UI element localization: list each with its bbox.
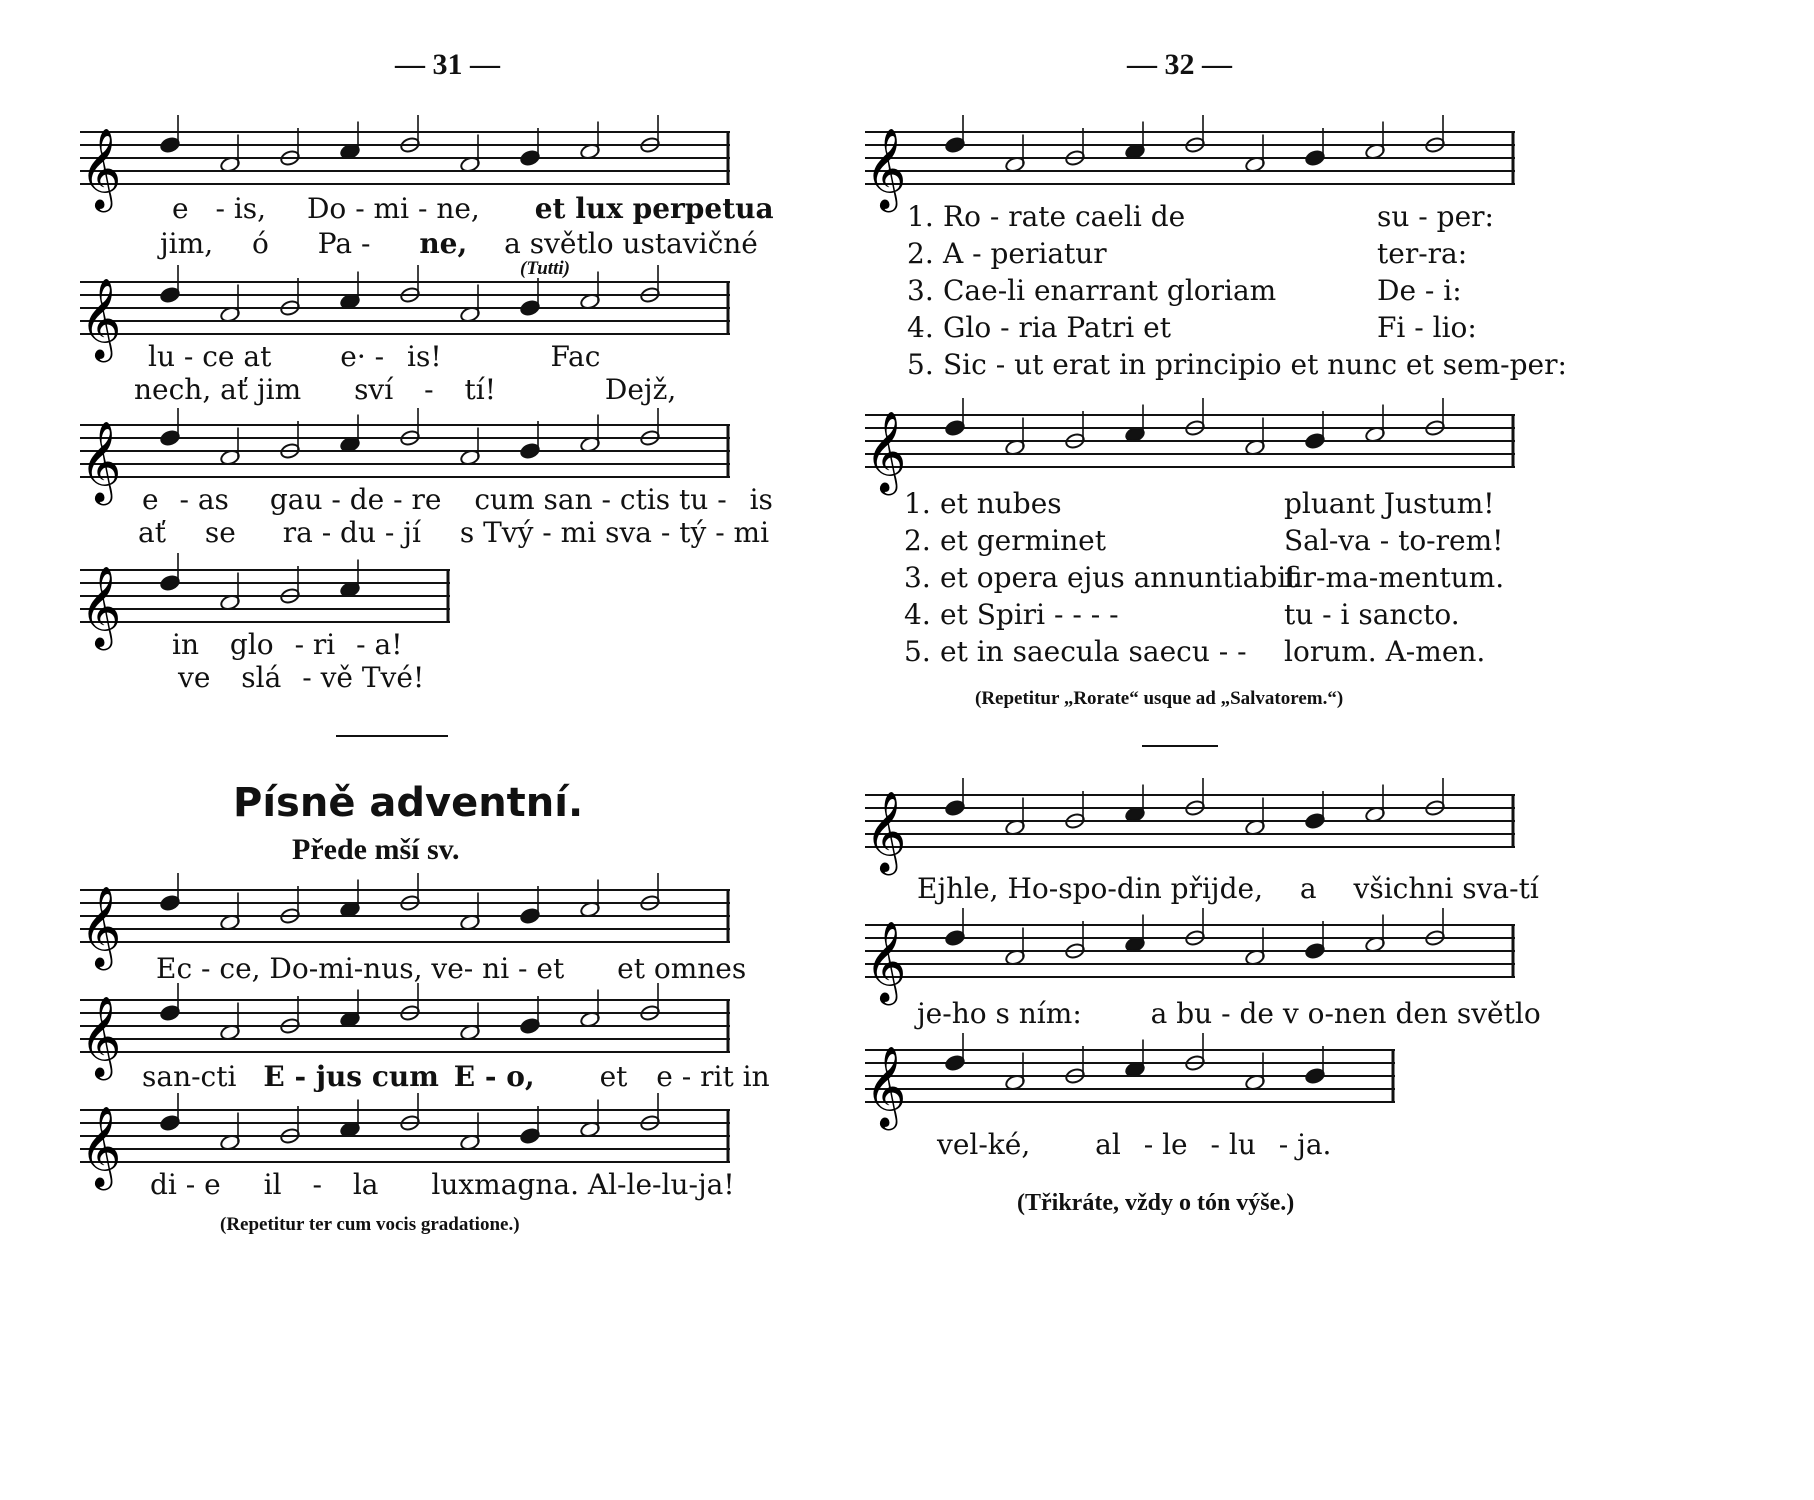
verse-number: 3. — [904, 561, 931, 594]
verse-text: A - periatur — [943, 237, 1107, 270]
verse-text: et opera ejus annuntiabit — [940, 561, 1298, 594]
lyric-line: je-ho s ním: a bu - de v o-nen den světlo — [917, 997, 1541, 1030]
verse-end: Sal-va - to-rem! — [1284, 524, 1504, 557]
music-staff — [845, 1030, 1405, 1130]
verse-end: tu - i sancto. — [1284, 598, 1460, 631]
verse-number: 2. — [907, 237, 934, 270]
lyric-line: jim, ó Pa - ne, a světlo ustavičné — [160, 227, 758, 260]
divider — [1142, 745, 1218, 747]
verse-row — [904, 598, 1784, 632]
verse-row — [904, 524, 1784, 558]
lyric-line: Ejhle, Ho-spo-din přijde, a všichni sva-tí — [917, 872, 1539, 905]
verse-row — [907, 200, 1787, 234]
tutti-label: (Tutti) — [520, 258, 570, 279]
lyric-line: di - e il - la luxmagna. Al-le-lu-ja! — [150, 1168, 735, 1201]
treble-clef-icon: 𝄞 — [80, 420, 122, 502]
verse-number: 4. — [904, 598, 931, 631]
music-staff — [845, 112, 1525, 212]
treble-clef-icon: 𝄞 — [80, 127, 122, 209]
closing-note: (Třikráte, vždy o tón výše.) — [1017, 1190, 1295, 1216]
verse-number: 2. — [904, 524, 931, 557]
lyric-line: lu - ce at e· - is! Fac — [148, 340, 601, 373]
treble-clef-icon: 𝄞 — [865, 127, 907, 209]
lyric-line: e - is, Do - mi - ne, et lux perpetua — [172, 192, 774, 225]
verse-number: 5. — [904, 635, 931, 668]
lyric-line: Ec - ce, Do-mi-nus, ve- ni - et et omnes — [156, 952, 747, 985]
treble-clef-icon: 𝄞 — [80, 995, 122, 1077]
treble-clef-icon: 𝄞 — [80, 565, 122, 647]
lyric-line: nech, ať jim sví - tí! Dejž, — [134, 373, 677, 406]
verse-row — [907, 348, 1787, 382]
verse-end: fir-ma-mentum. — [1284, 561, 1505, 594]
lyric-line: vel-ké, al - le - lu - ja. — [937, 1128, 1332, 1161]
verse-end: Fi - lio: — [1377, 311, 1477, 344]
verse-row — [907, 274, 1787, 308]
verse-row — [904, 635, 1784, 669]
verse-number: 1. — [904, 487, 931, 520]
verse-text: et in saecula saecu - - — [940, 635, 1247, 668]
lyric-line: ať se ra - du - jí s Tvý - mi sva - tý - mi — [138, 516, 770, 549]
verse-number: 4. — [907, 311, 934, 344]
lyric-line: e - as gau - de - re cum san - ctis tu - is — [142, 483, 773, 516]
verse-text: et nubes — [940, 487, 1062, 520]
verse-text: Sic - ut erat in principio et nunc et sem-per: — [943, 348, 1567, 381]
section-subtitle: Přede mší sv. — [292, 833, 460, 866]
lyric-line: ve slá - vě Tvé! — [178, 661, 425, 694]
verse-text: Cae-li enarrant gloriam — [943, 274, 1277, 307]
verse-row — [904, 561, 1784, 595]
verse-number: 5. — [907, 348, 934, 381]
verse-row — [904, 487, 1784, 521]
verse-number: 3. — [907, 274, 934, 307]
verse-text: Ro - rate caeli de — [943, 200, 1186, 233]
lyric-line: san-cti E - jus cum E - o, et e - rit in — [142, 1060, 770, 1093]
section-title: Písně adventní. — [233, 780, 584, 826]
lyric-line: in glo - ri - a! — [172, 628, 403, 661]
verse-end: lorum. A-men. — [1284, 635, 1486, 668]
music-staff — [845, 905, 1525, 1005]
verse-number: 1. — [907, 200, 934, 233]
page-32 — [865, 0, 1814, 1500]
treble-clef-icon: 𝄞 — [865, 920, 907, 1002]
divider — [336, 735, 448, 737]
verse-text: Glo - ria Patri et — [943, 311, 1171, 344]
treble-clef-icon: 𝄞 — [80, 885, 122, 967]
treble-clef-icon: 𝄞 — [80, 1105, 122, 1187]
verse-row — [907, 311, 1787, 345]
verse-text: et Spiri - - - - — [940, 598, 1119, 631]
verse-text: et germinet — [940, 524, 1106, 557]
treble-clef-icon: 𝄞 — [865, 1045, 907, 1127]
verse-row — [907, 237, 1787, 271]
treble-clef-icon: 𝄞 — [80, 277, 122, 359]
music-staff — [845, 775, 1525, 875]
verse-end: ter-ra: — [1377, 237, 1468, 270]
page-number: — 31 — — [395, 48, 500, 81]
treble-clef-icon: 𝄞 — [865, 410, 907, 492]
treble-clef-icon: 𝄞 — [865, 790, 907, 872]
verse-end: su - per: — [1377, 200, 1494, 233]
repeat-note: (Repetitur „Rorate“ usque ad „Salvatorem.“) — [975, 688, 1344, 709]
page-number: — 32 — — [1127, 48, 1232, 81]
verse-end: De - i: — [1377, 274, 1462, 307]
verse-end: pluant Justum! — [1284, 487, 1495, 520]
repeat-note: (Repetitur ter cum vocis gradatione.) — [220, 1214, 520, 1235]
music-staff — [845, 395, 1525, 495]
